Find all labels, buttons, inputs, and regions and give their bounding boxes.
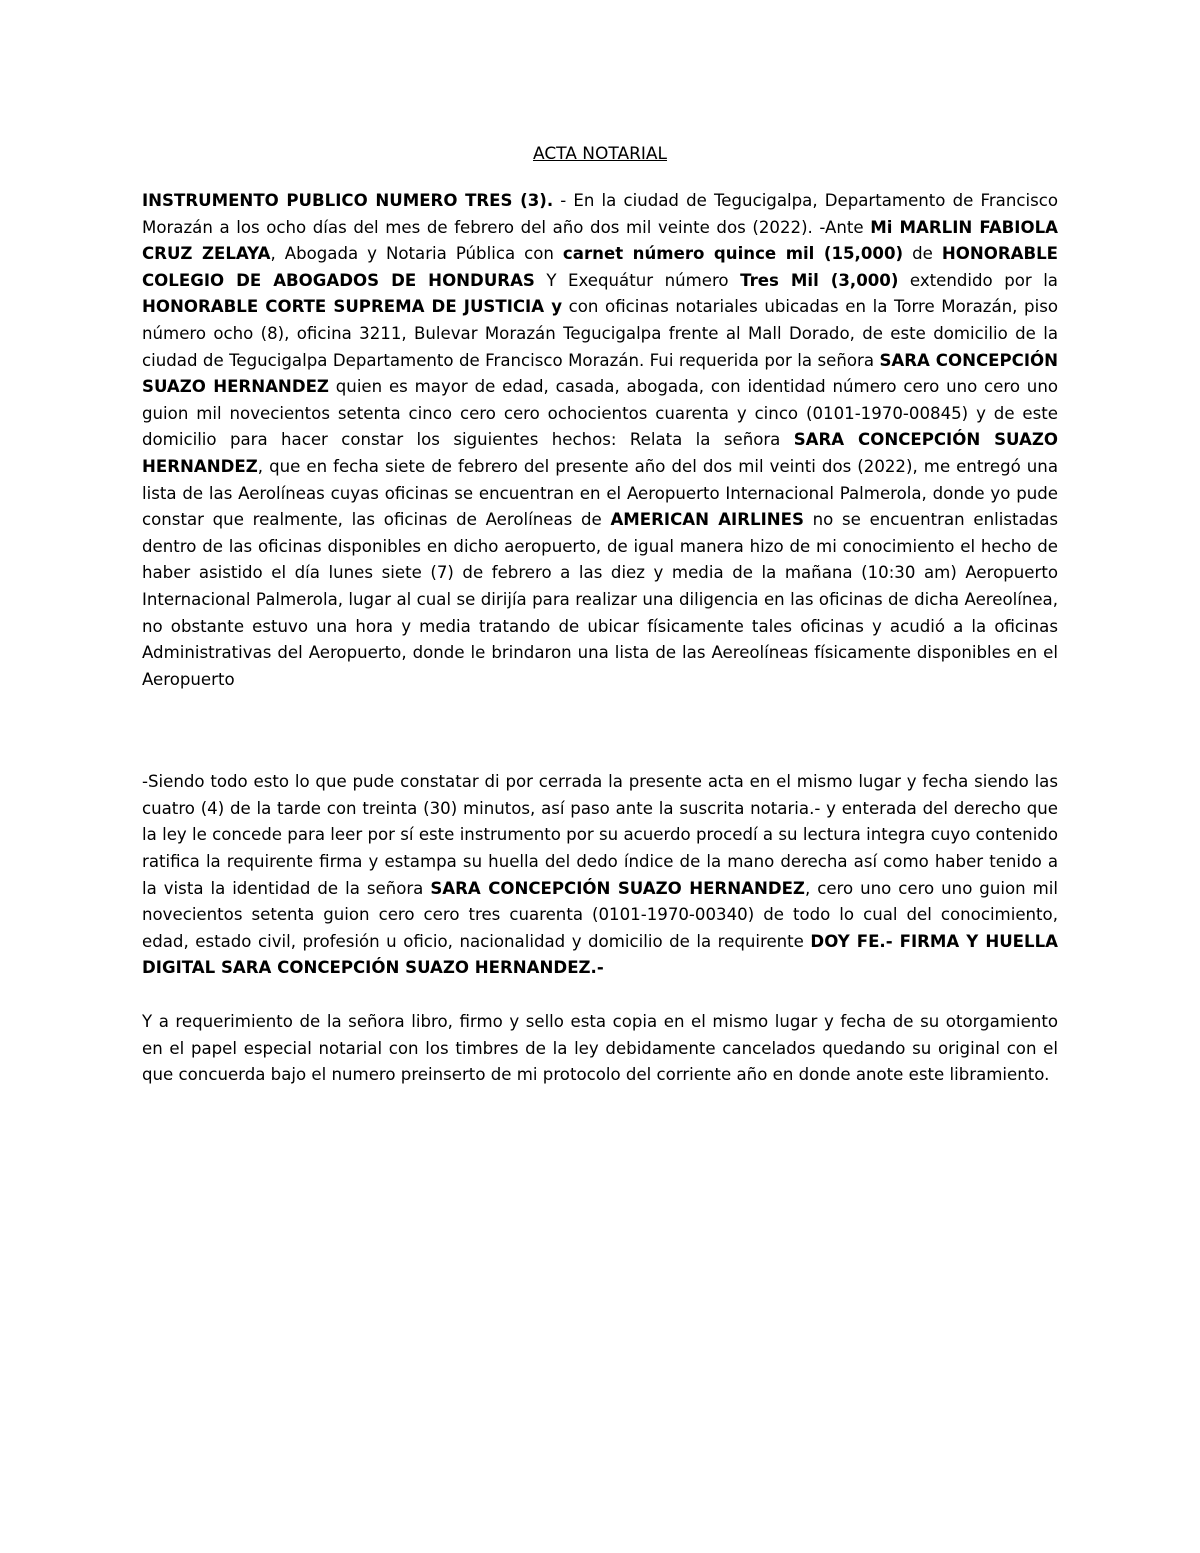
paragraph-main-run: Mi MARLIN FABIOLA CRUZ ZELAYA (142, 217, 1059, 264)
paragraph-main-run: HONORABLE CORTE SUPREMA DE JUSTICIA y (142, 297, 563, 317)
paragraph-certification-run: Y a requerimiento de la señora libro, firmo y sello esta copia en el mismo lugar y fecha de su otorgamiento en el papel especial notarial con los timbres de la ley debidamente cancelados quedando su original con el que concuerda bajo el numero preinserto de mi protocolo del corriente año en donde anote este libramiento. (142, 1012, 1058, 1085)
paragraph-main-run: , Abogada y Notaria Pública con (270, 244, 563, 264)
document-title: ACTA NOTARIAL (532, 144, 668, 164)
paragraph-closing-run: SARA CONCEPCIÓN SUAZO HERNANDEZ (430, 878, 805, 898)
paragraph-main-run: SARA CONCEPCIÓN SUAZO HERNANDEZ (142, 430, 1058, 476)
paragraph-main (142, 188, 1058, 693)
paragraph-main-run: con oficinas notariales ubicadas en la Torre Morazán, piso número ocho (8), oficina 3211, Bulevar Morazán Tegucigalpa frente al Mall Dorado, de este domicilio de la ciudad de Tegucigalpa Departamento de Francisco Morazán. Fui requerida por la señora (142, 297, 1058, 370)
paragraph-certification (142, 1009, 1058, 1089)
paragraph-main-run: HONORABLE COLEGIO DE ABOGADOS DE HONDURAS (142, 244, 1059, 290)
paragraph-main-run: no se encuentran enlistadas dentro de las oficinas disponibles en dicho aeropuerto, de igual manera hizo de mi conocimiento el hecho de haber asistido el día lunes siete (7) de febrero a las diez y media de la mañana (10:30 am) Aeropuerto Internacional Palmerola, lugar al cual se dirijía para realizar una diligencia en las oficinas de dicha Aereolínea, no obstante estuvo una hora y media tratando de ubicar físicamente tales oficinas y acudió a la oficinas Administrativas del Aeropuerto, donde le brindaron una lista de las Aereolíneas físicamente disponibles en el Aeropuerto (142, 510, 1059, 689)
paragraph-closing (142, 769, 1058, 982)
paragraph-main-run: carnet número quince mil (15,000) (562, 244, 904, 264)
paragraph-main-run: quien es mayor de edad, casada, abogada, con identidad número cero uno cero uno guion mil novecientos setenta cinco cero cero ochocientos cuarenta y cinco (0101-1970-00845) y de este domicilio para hacer constar los siguientes hechos: Relata la señora (142, 377, 1058, 450)
paragraph-main-run: INSTRUMENTO PUBLICO NUMERO TRES (3). (142, 191, 554, 210)
paragraph-main-run: SARA CONCEPCIÓN SUAZO HERNANDEZ (142, 350, 1058, 397)
paragraph-main-run: extendido por la (898, 270, 1058, 290)
document-page (142, 140, 1058, 1089)
paragraph-main-run: Tres Mil (3,000) (740, 270, 899, 290)
paragraph-main-run: - En la ciudad de Tegucigalpa, Departamento de Francisco Morazán a los ocho días del mes de febrero del año dos mil veinte dos (2022). -Ante (142, 191, 1058, 237)
paragraph-main-run: AMERICAN AIRLINES (610, 510, 804, 530)
paragraph-closing-run: DOY FE.- FIRMA Y HUELLA DIGITAL SARA CONCEPCIÓN SUAZO HERNANDEZ.- (142, 931, 1059, 978)
paragraph-closing-run: , cero uno cero uno guion mil novecientos setenta guion cero cero tres cuarenta (0101-1970-00340) de todo lo cual del conocimiento, edad, estado civil, profesión u oficio, nacionalidad y domicilio de la requirente (142, 878, 1058, 951)
paragraph-main-run: de (903, 244, 942, 264)
paragraph-main-run: , que en fecha siete de febrero del presente año del dos mil veinti dos (2022), me entregó una lista de las Aerolíneas cuyas oficinas se encuentran en el Aeropuerto Internacional Palmerola, donde yo pude constar que realmente, las oficinas de Aerolíneas de (142, 456, 1058, 530)
paragraph-spacer (142, 982, 1058, 1009)
paragraph-spacer (142, 693, 1058, 769)
paragraph-closing-run: -Siendo todo esto lo que pude constatar di por cerrada la presente acta en el mismo lugar y fecha siendo las cuatro (4) de la tarde con treinta (30) minutos, así paso ante la suscrita notaria.- y enterada del derecho que la ley le concede para leer por sí este instrumento por su acuerdo procedí a su lectura integra cuyo contenido ratifica la requirente firma y estampa su huella del dedo índice de la mano derecha así como haber tenido a la vista la identidad de la señora (142, 772, 1058, 898)
paragraph-main-run: Y Exequátur número (534, 270, 741, 290)
